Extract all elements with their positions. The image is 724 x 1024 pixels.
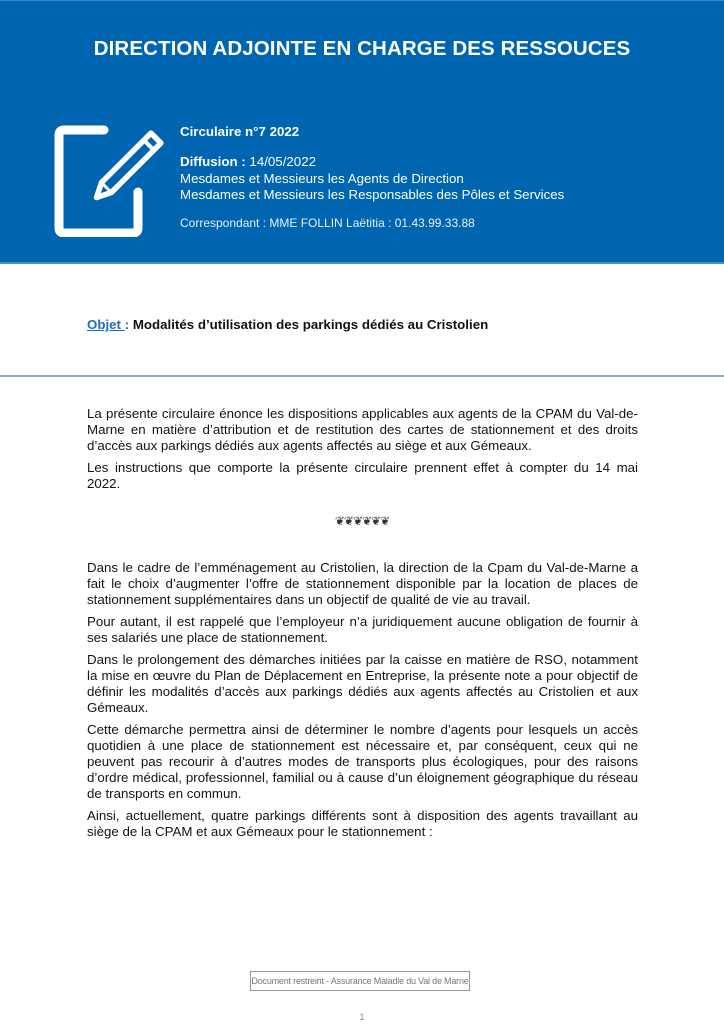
paragraph: Les instructions que comporte la présente circulaire prennent effet à compter du 14 mai 2022. — [87, 460, 638, 491]
paragraph: Cette démarche permettra ainsi de déterminer le nombre d’agents pour lesquels un accès quotidien à une place de stationnement est nécessaire et, par conséquent, ceux qui ne peuvent pas recourir à d’autres modes de transports plus écologiques, pour des raisons d’ordre médical, professionnel, familial ou à cause d’un éloignement géographique du réseau de transports en commun. — [87, 722, 638, 801]
diffusion-date: 14/05/2022 — [245, 154, 316, 169]
header-banner — [0, 0, 724, 264]
diffusion-block — [180, 154, 564, 204]
correspondant: Correspondant : MME FOLLIN Laëtitia : 01.43.99.33.88 — [180, 215, 475, 230]
recipient-line: Mesdames et Messieurs les Agents de Direction — [180, 170, 464, 186]
footer-notice: Document restreint - Assurance Maladie du Val de Marne — [250, 971, 470, 991]
intro-section — [87, 406, 638, 498]
subject-colon: : — [124, 317, 130, 332]
paragraph: La présente circulaire énonce les dispositions applicables aux agents de la CPAM du Val-de-Marne en matière d’attribution et de restitution des cartes de stationnement et des droits d’accès aux parkings dédiés aux agents affectés au siège et aux Gémeaux. — [87, 406, 638, 453]
paragraph: Dans le prolongement des démarches initiées par la caisse en matière de RSO, notamment la mise en œuvre du Plan de Déplacement en Entreprise, la présente note a pour objectif de définir les modalités d’accès aux parkings dédiés aux agents affectés au Cristolien et aux Gémeaux. — [87, 652, 638, 715]
ornament-separator: ❦❦❦❦❦❦ — [334, 514, 390, 528]
recipient-line: Mesdames et Messieurs les Responsables des Pôles et Services — [180, 187, 565, 202]
page-title: DIRECTION ADJOINTE EN CHARGE DES RESSOUCES — [93, 37, 631, 60]
divider — [0, 375, 724, 377]
paragraph: Dans le cadre de l’emménagement au Cristolien, la direction de la Cpam du Val-de-Marne a fait le choix d’augmenter l’offre de stationnement disponible par la location de places de stationnement supplémentaires dans un objectif de qualité de vie au travail. — [87, 560, 638, 607]
paragraph: Pour autant, il est rappelé que l’employeur n’a juridiquement aucune obligation de fournir à ses salariés une place de stationnement. — [87, 614, 638, 645]
diffusion-label: Diffusion : — [180, 154, 246, 169]
edit-pencil-icon — [54, 119, 164, 237]
circular-number: Circulaire n°7 2022 — [180, 124, 300, 139]
subject-text: Modalités d’utilisation des parkings dédiés au Cristolien — [129, 317, 489, 332]
page-number: 1 — [359, 1012, 365, 1022]
circular-info — [180, 124, 564, 230]
body-section — [87, 560, 638, 846]
subject-label: Objet — [87, 317, 125, 332]
paragraph: Ainsi, actuellement, quatre parkings différents sont à disposition des agents travaillant au siège de la CPAM et aux Gémeaux pour le stationnement : — [87, 808, 638, 839]
subject-line — [87, 317, 488, 332]
